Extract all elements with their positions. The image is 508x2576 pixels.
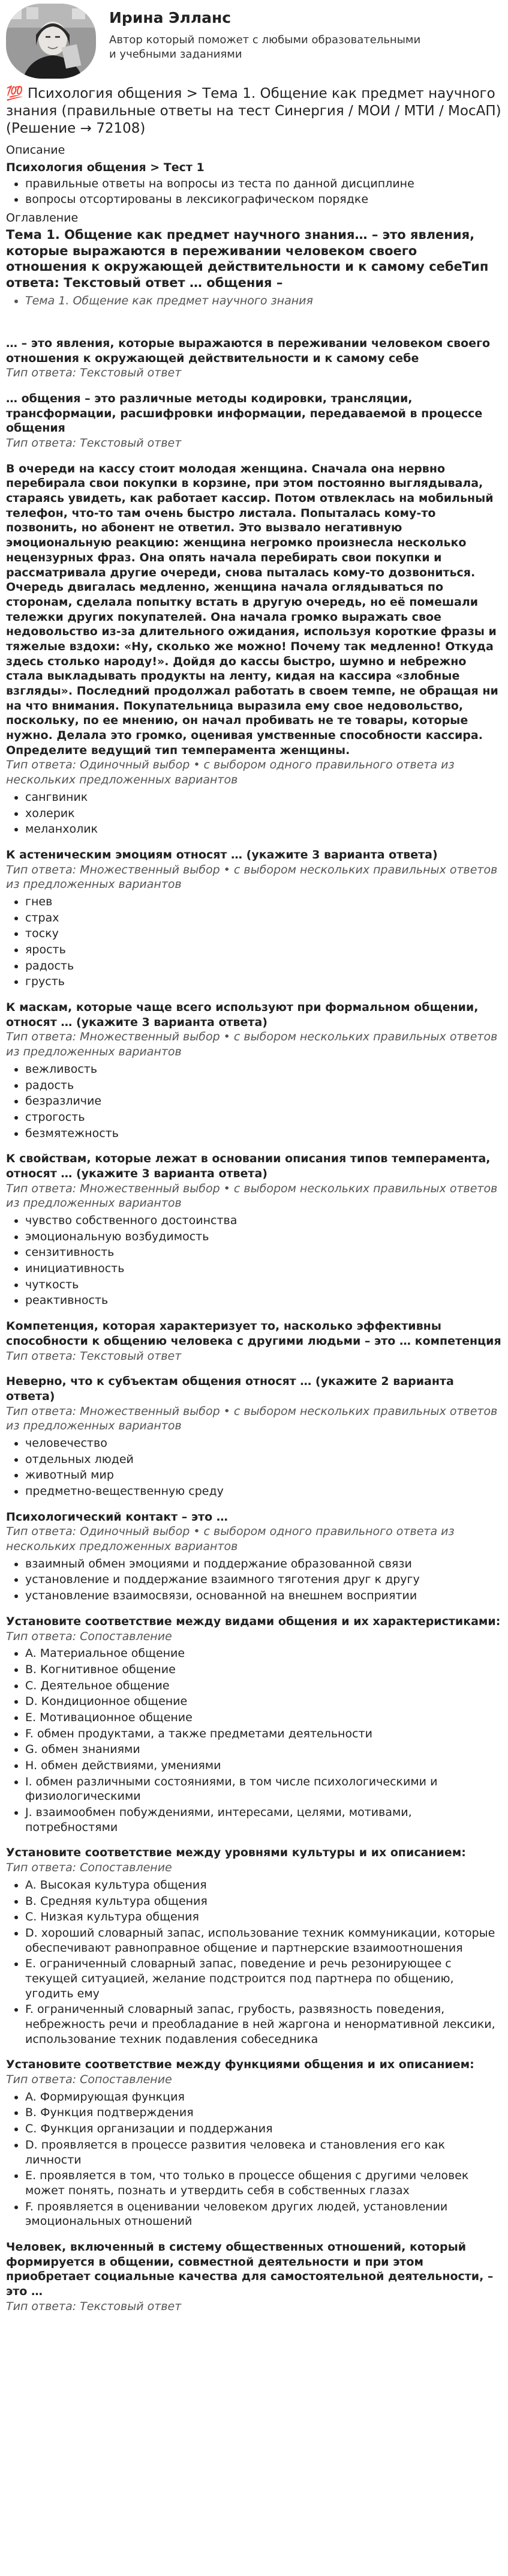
answer-option: • инициативность xyxy=(25,1261,502,1276)
answer-option: • E. Мотивационное общение xyxy=(25,1710,502,1725)
answer-option: • C. Функция организации и поддержания xyxy=(25,2122,502,2137)
answer-option: • животный мир xyxy=(25,1468,502,1483)
description-heading: Психология общения > Тест 1 xyxy=(6,160,205,174)
answer-option: • радость xyxy=(25,959,502,974)
answer-option: • гнев xyxy=(25,894,502,909)
question-text: Психологический контакт – это … xyxy=(6,1510,228,1524)
avatar-image xyxy=(6,4,96,79)
answer-option: • E. ограниченный словарный запас, поведение и речь резонирующее с текущей ситуацией, желание подстроится под партнера по общению, угодить ему xyxy=(25,1956,502,2001)
question-text: … – это явления, которые выражаются в переживании человеком своего отношения к окружающей действительности и к самому себе xyxy=(6,336,491,365)
question-text: К астеническим эмоциям относят … (укажите 3 варианта ответа) xyxy=(6,848,438,861)
question-block xyxy=(6,1374,502,1499)
author-info xyxy=(109,4,421,62)
question-text: Установите соответствие между функциями общения и их описанием: xyxy=(6,2058,474,2072)
questions-list xyxy=(6,336,502,2314)
question-block xyxy=(6,2057,502,2229)
author-avatar[interactable] xyxy=(6,4,96,79)
question-text: Неверно, что к субъектам общения относят … (укажите 2 варианта ответа) xyxy=(6,1375,454,1403)
answer-option: • тоску xyxy=(25,926,502,941)
answer-option: • A. Материальное общение xyxy=(25,1646,502,1661)
answer-options xyxy=(6,790,502,837)
answer-option: • реактивность xyxy=(25,1293,502,1308)
question-type: Тип ответа: Сопоставление xyxy=(6,1629,172,1643)
answer-option: • строгость xyxy=(25,1110,502,1125)
answer-option: • безмятежность xyxy=(25,1126,502,1141)
answer-option: • грусть xyxy=(25,974,502,989)
answer-option: • вежливость xyxy=(25,1062,502,1077)
answer-option: • D. Кондиционное общение xyxy=(25,1694,502,1709)
answer-options xyxy=(6,1436,502,1499)
question-type: Тип ответа: Текстовый ответ xyxy=(6,2299,182,2313)
question-type: Тип ответа: Текстовый ответ xyxy=(6,436,182,450)
question-text: В очереди на кассу стоит молодая женщина. Сначала она нервно перебирала свои покупки в корзине, при этом постоянно выглядывала, стараясь увидеть, как работает кассир. Потом отвлеклась на мобильный телефон, что-то там очень быстро листала. Попыталась кому-то позвонить, но абонент не ответил. Это вызвало негативную эмоциональную реакцию: женщина негромко произнесла несколько нецензурных фраз. Она опять начала перебирать свои покупки и рассматривала другие очереди, снова пыталась кому-то дозвониться. Очередь двигалась медленно, женщина начала оглядываться по сторонам, сделала попытку встать в другую очередь, но её помешали тележки других покупателей. Она начала громко выражать свое недовольство из-за длительного ожидания, используя короткие фразы и тяжелые вздохи: «Ну, сколько же можно! Почему так медленно! Откуда здесь столько народу!». Дойдя до кассы быстро, шумно и небрежно стала выкладывать продукты на ленту, кидая на кассира «злобные взгляды». Последний продолжал работать в своем темпе, не обращая ни на что внимания. Покупательница выразила ему свое недовольство, поскольку, по ее мнению, он начал пробивать не те товары, которые нужно. Делала это громко, оценивая умственные способности кассира. Определите ведущий тип темперамента женщины. xyxy=(6,462,498,757)
answer-option: • ярость xyxy=(25,943,502,958)
answer-option: • холерик xyxy=(25,806,502,821)
question-block xyxy=(6,1845,502,2047)
question-type: Тип ответа: Множественный выбор • с выбором нескольких правильных ответов из предложенных вариантов xyxy=(6,863,498,891)
answer-options xyxy=(6,1557,502,1603)
question-text: Установите соответствие между уровнями культуры и их описанием: xyxy=(6,1846,466,1860)
answer-option: • A. Высокая культура общения xyxy=(25,1878,502,1893)
answer-option: • B. Средняя культура общения xyxy=(25,1894,502,1909)
answer-option: • сензитивность xyxy=(25,1245,502,1260)
description-label: Описание xyxy=(6,143,65,157)
question-block xyxy=(6,848,502,989)
section-spacer xyxy=(6,312,502,325)
answer-option: • отдельных людей xyxy=(25,1452,502,1467)
description-item: • правильные ответы на вопросы из теста по данной дисциплине xyxy=(25,176,502,192)
answer-option: • установление взаимосвязи, основанной на внешнем восприятии xyxy=(25,1588,502,1603)
toc-label: Оглавление xyxy=(6,211,79,225)
answer-option: • F. проявляется в оценивании человеком других людей, установлении эмоциональных отношений xyxy=(25,2200,502,2229)
answer-option: • I. обмен различными состояниями, в том числе психологическими и физиологическими xyxy=(25,1775,502,1804)
answer-option: • предметно-вещественную среду xyxy=(25,1484,502,1499)
answer-option: • J. взаимообмен побуждениями, интересами, целями, мотивами, потребностями xyxy=(25,1805,502,1835)
question-type: Тип ответа: Сопоставление xyxy=(6,1861,172,1875)
question-type: Тип ответа: Множественный выбор • с выбором нескольких правильных ответов из предложенных вариантов xyxy=(6,1181,498,1210)
answer-option: • G. обмен знаниями xyxy=(25,1742,502,1757)
toc-sub-item[interactable]: • Тема 1. Общение как предмет научного знания xyxy=(25,294,502,309)
answer-options xyxy=(6,1646,502,1835)
answer-options xyxy=(6,1213,502,1308)
answer-option: • F. обмен продуктами, а также предметами деятельности xyxy=(25,1727,502,1742)
answer-option: • D. проявляется в процессе развития человека и становления его как личности xyxy=(25,2138,502,2167)
question-text: К свойствам, которые лежат в основании описания типов темперамента, относят … (укажите 3 варианта ответа) xyxy=(6,1152,491,1180)
answer-option: • F. ограниченный словарный запас, грубость, развязность поведения, небрежность речи и преобладание в ней жаргона и ненормативной лексики, использование техник подавления собеседника xyxy=(25,2002,502,2047)
question-type: Тип ответа: Одиночный выбор • с выбором одного правильного ответа из нескольких предложенных вариантов xyxy=(6,758,455,787)
answer-option: • взаимный обмен эмоциями и поддержание образованной связи xyxy=(25,1557,502,1572)
question-block xyxy=(6,2240,502,2314)
answer-option: • H. обмен действиями, умениями xyxy=(25,1758,502,1773)
answer-option: • C. Деятельное общение xyxy=(25,1679,502,1694)
question-block xyxy=(6,1614,502,1835)
author-tagline: Автор который поможет с любыми образовательными и учебными заданиями xyxy=(109,33,421,61)
question-type: Тип ответа: Текстовый ответ xyxy=(6,1349,182,1363)
question-type: Тип ответа: Сопоставление xyxy=(6,2073,172,2087)
answer-option: • безразличие xyxy=(25,1094,502,1109)
question-block xyxy=(6,1510,502,1603)
answer-option: • эмоциональную возбудимость xyxy=(25,1229,502,1244)
answer-option: • B. Функция подтверждения xyxy=(25,2105,502,2120)
answer-option: • установление и поддержание взаимного тяготения друг к другу xyxy=(25,1572,502,1587)
answer-option: • меланхолик xyxy=(25,822,502,837)
page-title: 💯 Психология общения > Тема 1. Общение как предмет научного знания (правильные ответы на тест Синергия / МОИ / МТИ / МосАП) (Решение → 72108) xyxy=(6,86,501,136)
question-text: … общения – это различные методы кодировки, трансляции, трансформации, расшифровки информации, передаваемой в процессе общения xyxy=(6,391,483,435)
question-block xyxy=(6,1319,502,1363)
answer-option: • E. проявляется в том, что только в процессе общения с другими человек может понять, познать и утвердить себя в собственных глазах xyxy=(25,2168,502,2198)
answer-option: • чувство собственного достоинства xyxy=(25,1213,502,1228)
question-block xyxy=(6,336,502,381)
question-type: Тип ответа: Множественный выбор • с выбором нескольких правильных ответов из предложенных вариантов xyxy=(6,1404,498,1433)
answer-options xyxy=(6,1878,502,2047)
answer-option: • страх xyxy=(25,911,502,926)
description-list xyxy=(6,176,502,207)
answer-option: • C. Низкая культура общения xyxy=(25,1910,502,1925)
answer-option: • сангвиник xyxy=(25,790,502,805)
answer-option: • D. хороший словарный запас, использование техник коммуникации, которые обеспечивают равноправное общение и партнерские взаимоотношения xyxy=(25,1926,502,1955)
author-name[interactable]: Ирина Элланс xyxy=(109,9,232,26)
question-text: Человек, включенный в систему общественных отношений, который формируется в общении, совместной деятельности и при этом приобретает социальные качества для самостоятельной деятельности, – это … xyxy=(6,2240,494,2298)
answer-option: • чуткость xyxy=(25,1277,502,1293)
question-type: Тип ответа: Текстовый ответ xyxy=(6,366,182,380)
description-item: • вопросы отсортированы в лексикографическом порядке xyxy=(25,192,502,207)
question-block xyxy=(6,391,502,451)
answer-options xyxy=(6,2090,502,2229)
question-block xyxy=(6,1151,502,1308)
answer-option: • A. Формирующая функция xyxy=(25,2090,502,2105)
author-card xyxy=(6,0,502,83)
question-type: Тип ответа: Множественный выбор • с выбором нескольких правильных ответов из предложенных вариантов xyxy=(6,1030,498,1059)
question-block xyxy=(6,462,502,837)
question-type: Тип ответа: Одиночный выбор • с выбором одного правильного ответа из нескольких предложенных вариантов xyxy=(6,1525,455,1554)
toc-title[interactable]: Тема 1. Общение как предмет научного знания… – это явления, которые выражаются в переживании человеком своего отношения к окружающей действительности и к самому себеТип ответа: Текстовый ответ … общения – xyxy=(6,227,489,291)
question-block xyxy=(6,1000,502,1141)
answer-options xyxy=(6,1062,502,1141)
answer-option: • B. Когнитивное общение xyxy=(25,1662,502,1677)
question-text: Установите соответствие между видами общения и их характеристиками: xyxy=(6,1614,501,1628)
answer-options xyxy=(6,894,502,989)
answer-option: • человечество xyxy=(25,1436,502,1451)
toc-sub-list xyxy=(6,294,502,309)
question-text: Компетенция, которая характеризует то, насколько эффективны способности к общению человека с другими людьми – это … компетенция xyxy=(6,1320,501,1348)
answer-option: • радость xyxy=(25,1078,502,1093)
question-text: К маскам, которые чаще всего используют при формальном общении, относят … (укажите 3 варианта ответа) xyxy=(6,1001,479,1029)
